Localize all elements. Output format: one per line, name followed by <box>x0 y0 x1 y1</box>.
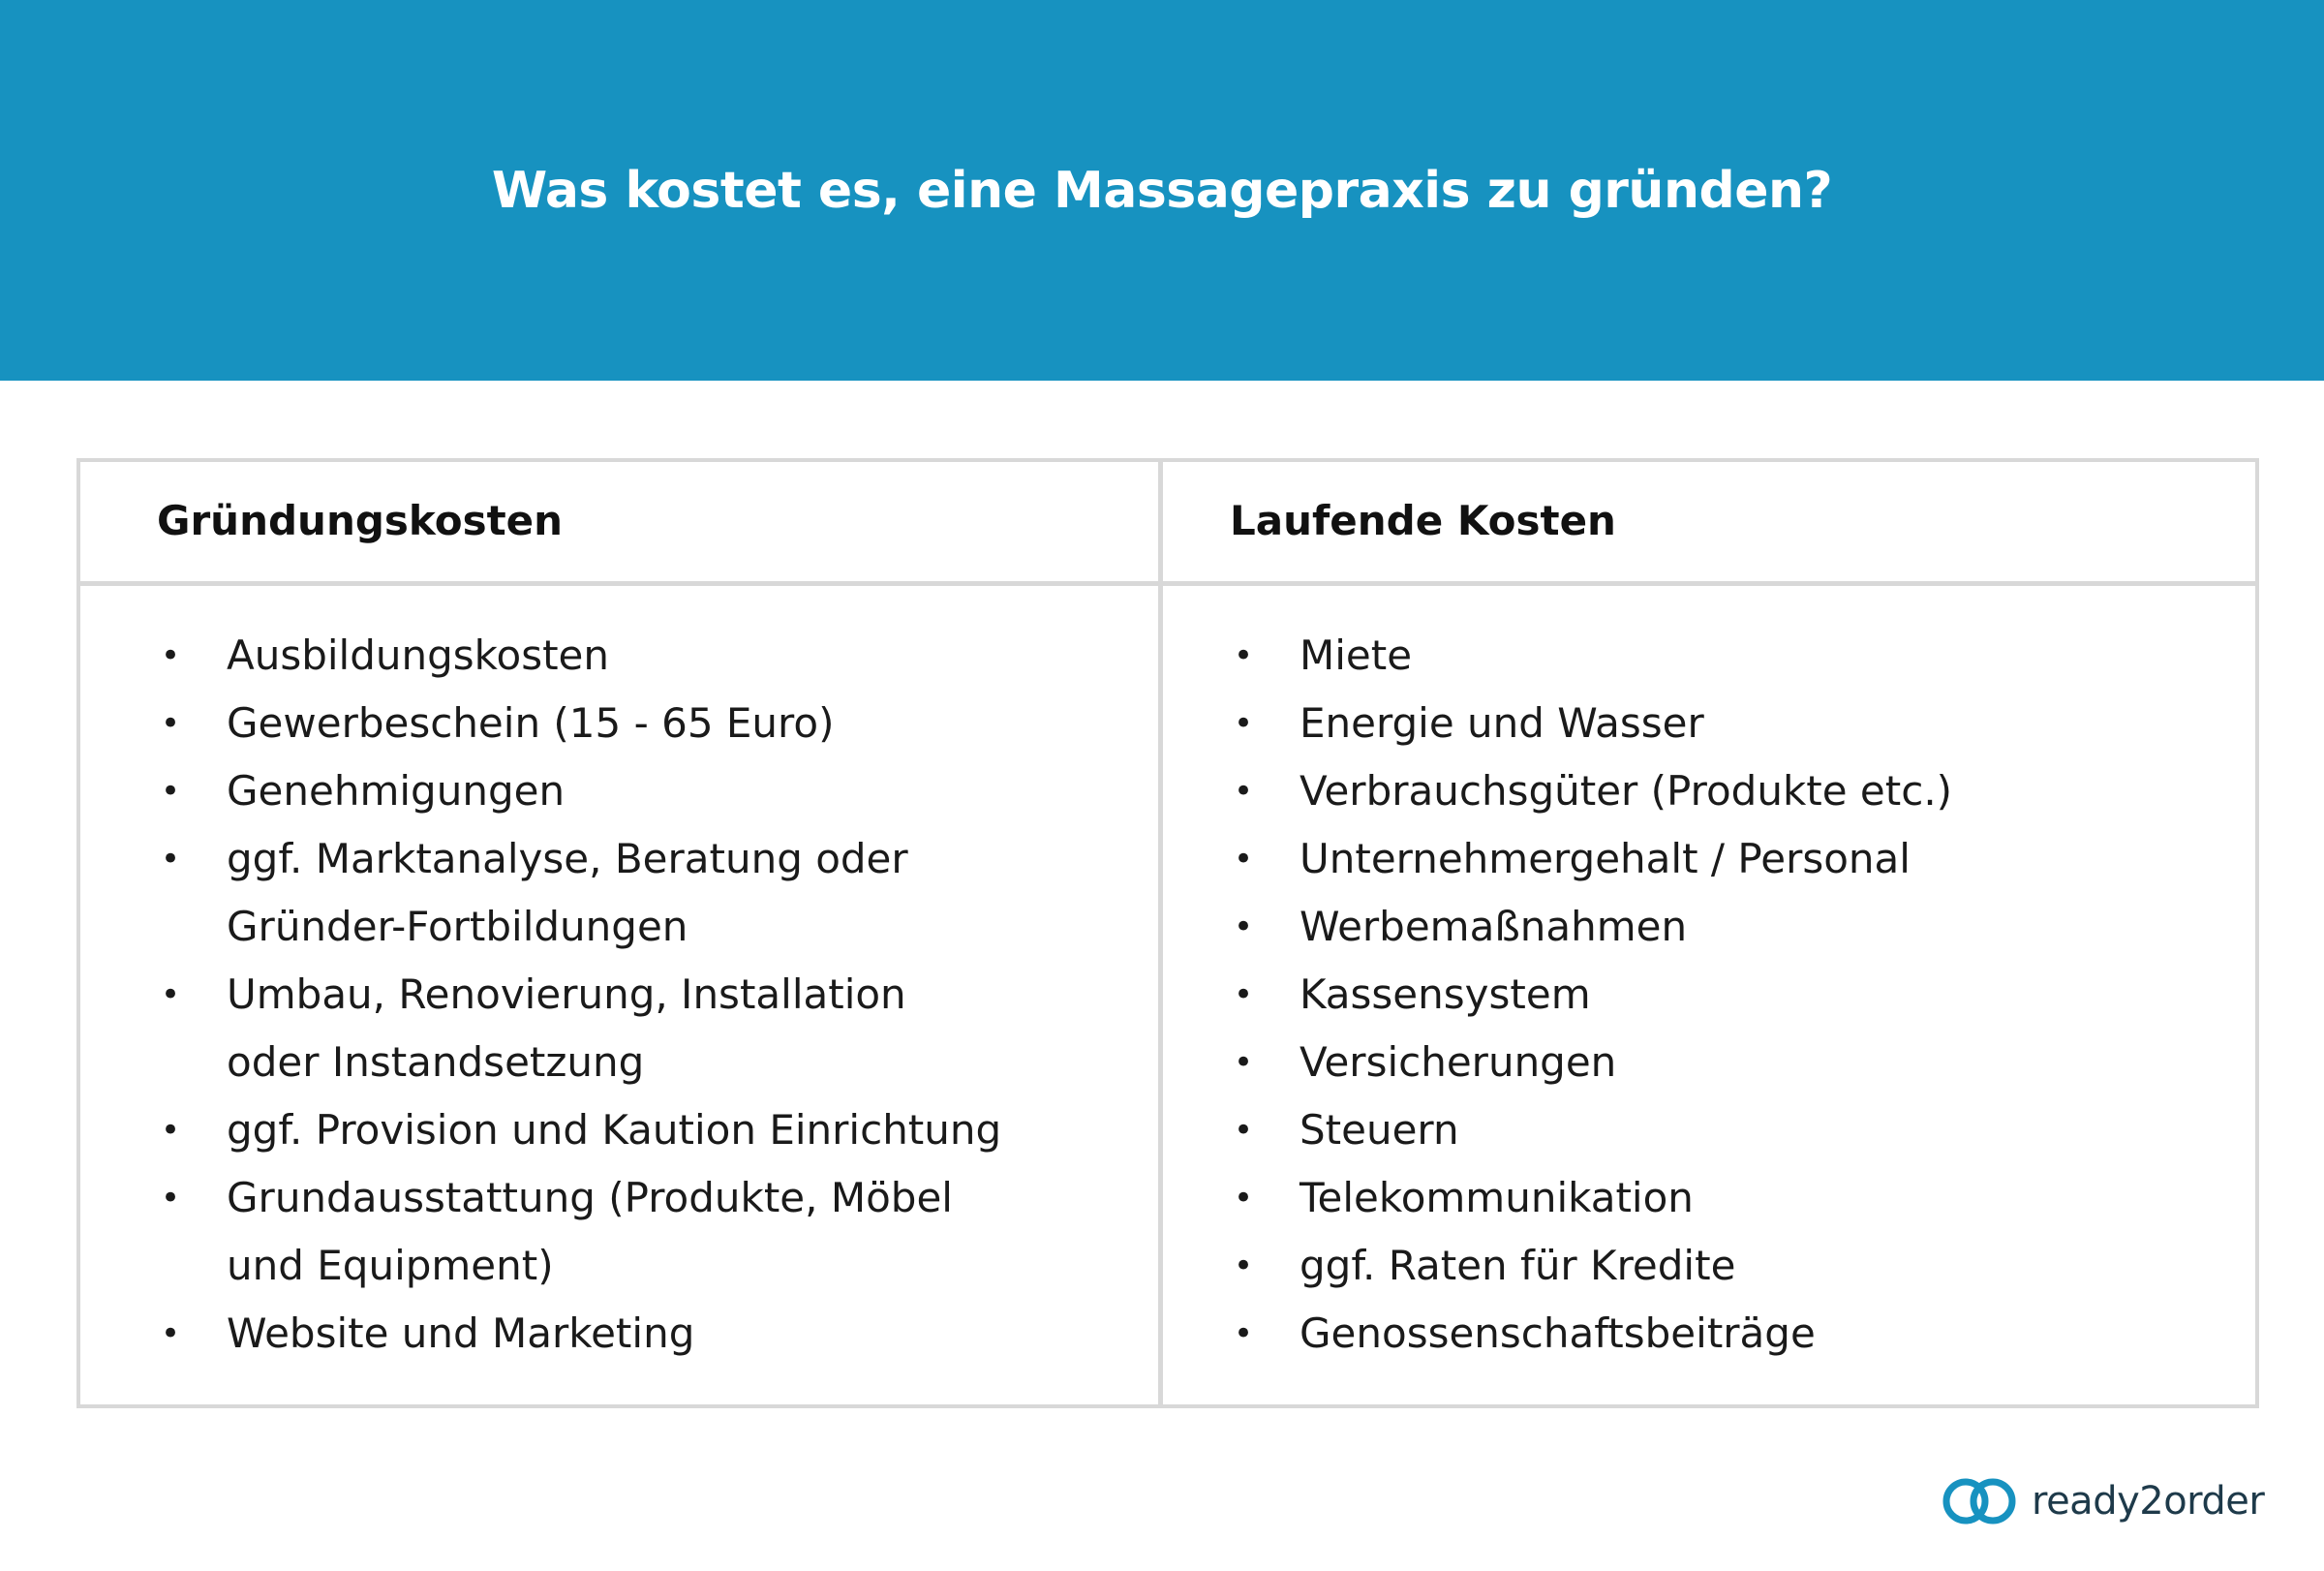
bullet-icon: • <box>161 704 181 743</box>
list-item <box>1230 961 2198 1029</box>
list-item-text: Umbau, Renovierung, Installation oder Instandsetzung <box>227 970 906 1086</box>
brand-logo <box>1941 1472 2264 1530</box>
list-item-text: Telekommunikation <box>1300 1174 1694 1221</box>
bullet-icon: • <box>161 772 181 811</box>
list-item-text: Miete <box>1300 631 1413 679</box>
gruendungskosten-list <box>157 622 1028 1368</box>
bullet-icon: • <box>1234 1179 1254 1217</box>
list-item <box>157 690 1028 757</box>
bullet-icon: • <box>1234 908 1254 946</box>
bullet-icon: • <box>1234 1247 1254 1285</box>
list-item-text: ggf. Raten für Kredite <box>1300 1242 1736 1289</box>
list-item-text: Grundausstattung (Produkte, Möbel und Equipment) <box>227 1174 953 1289</box>
list-item-text: ggf. Provision und Kaution Einrichtung <box>227 1106 1002 1154</box>
list-item <box>157 1300 1028 1368</box>
list-item <box>1230 1232 2198 1300</box>
bullet-icon: • <box>1234 636 1254 675</box>
list-item <box>1230 1164 2198 1232</box>
bullet-icon: • <box>161 1179 181 1217</box>
list-item-text: Verbrauchsgüter (Produkte etc.) <box>1300 767 1953 815</box>
list-item-text: Energie und Wasser <box>1300 699 1704 747</box>
bullet-icon: • <box>161 975 181 1014</box>
list-item-text: Genehmigungen <box>227 767 566 815</box>
list-item-text: ggf. Marktanalyse, Beratung oder Gründer-Fortbildungen <box>227 835 908 950</box>
laufende-kosten-list <box>1230 622 2198 1368</box>
bullet-icon: • <box>161 840 181 878</box>
column-heading-laufende-kosten: Laufende Kosten <box>1230 497 1616 544</box>
list-item-text: Werbemaßnahmen <box>1300 903 1688 950</box>
list-item <box>157 757 1028 825</box>
column-divider <box>1158 458 1163 1408</box>
list-item <box>1230 690 2198 757</box>
bullet-icon: • <box>1234 840 1254 878</box>
column-heading-gruendungskosten: Gründungskosten <box>157 497 564 544</box>
list-item <box>157 1164 1028 1300</box>
list-item <box>1230 1096 2198 1164</box>
list-item <box>1230 757 2198 825</box>
list-item-text: Unternehmergehalt / Personal <box>1300 835 1911 882</box>
list-item <box>1230 1029 2198 1096</box>
list-item <box>1230 893 2198 961</box>
bullet-icon: • <box>1234 704 1254 743</box>
bullet-icon: • <box>1234 772 1254 811</box>
list-item <box>157 1096 1028 1164</box>
list-item <box>1230 825 2198 893</box>
header-row-divider <box>76 581 2259 586</box>
list-item-text: Kassensystem <box>1300 970 1591 1018</box>
ready2order-logo-icon <box>1941 1472 2018 1530</box>
list-item-text: Website und Marketing <box>227 1309 695 1357</box>
list-item <box>157 622 1028 690</box>
bullet-icon: • <box>1234 1111 1254 1150</box>
list-item-text: Versicherungen <box>1300 1038 1617 1086</box>
list-item <box>157 961 1028 1096</box>
list-item-text: Genossenschaftsbeiträge <box>1300 1309 1816 1357</box>
list-item <box>1230 1300 2198 1368</box>
header-banner <box>0 0 2324 381</box>
bullet-icon: • <box>1234 1314 1254 1353</box>
bullet-icon: • <box>161 1314 181 1353</box>
bullet-icon: • <box>1234 1043 1254 1082</box>
bullet-icon: • <box>1234 975 1254 1014</box>
bullet-icon: • <box>161 636 181 675</box>
list-item-text: Gewerbeschein (15 - 65 Euro) <box>227 699 835 747</box>
list-item-text: Ausbildungskosten <box>227 631 610 679</box>
page-title: Was kostet es, eine Massagepraxis zu gründen? <box>491 162 1833 220</box>
list-item <box>1230 622 2198 690</box>
list-item-text: Steuern <box>1300 1106 1459 1154</box>
brand-name: ready2order <box>2032 1479 2265 1524</box>
list-item <box>157 825 1028 961</box>
bullet-icon: • <box>161 1111 181 1150</box>
